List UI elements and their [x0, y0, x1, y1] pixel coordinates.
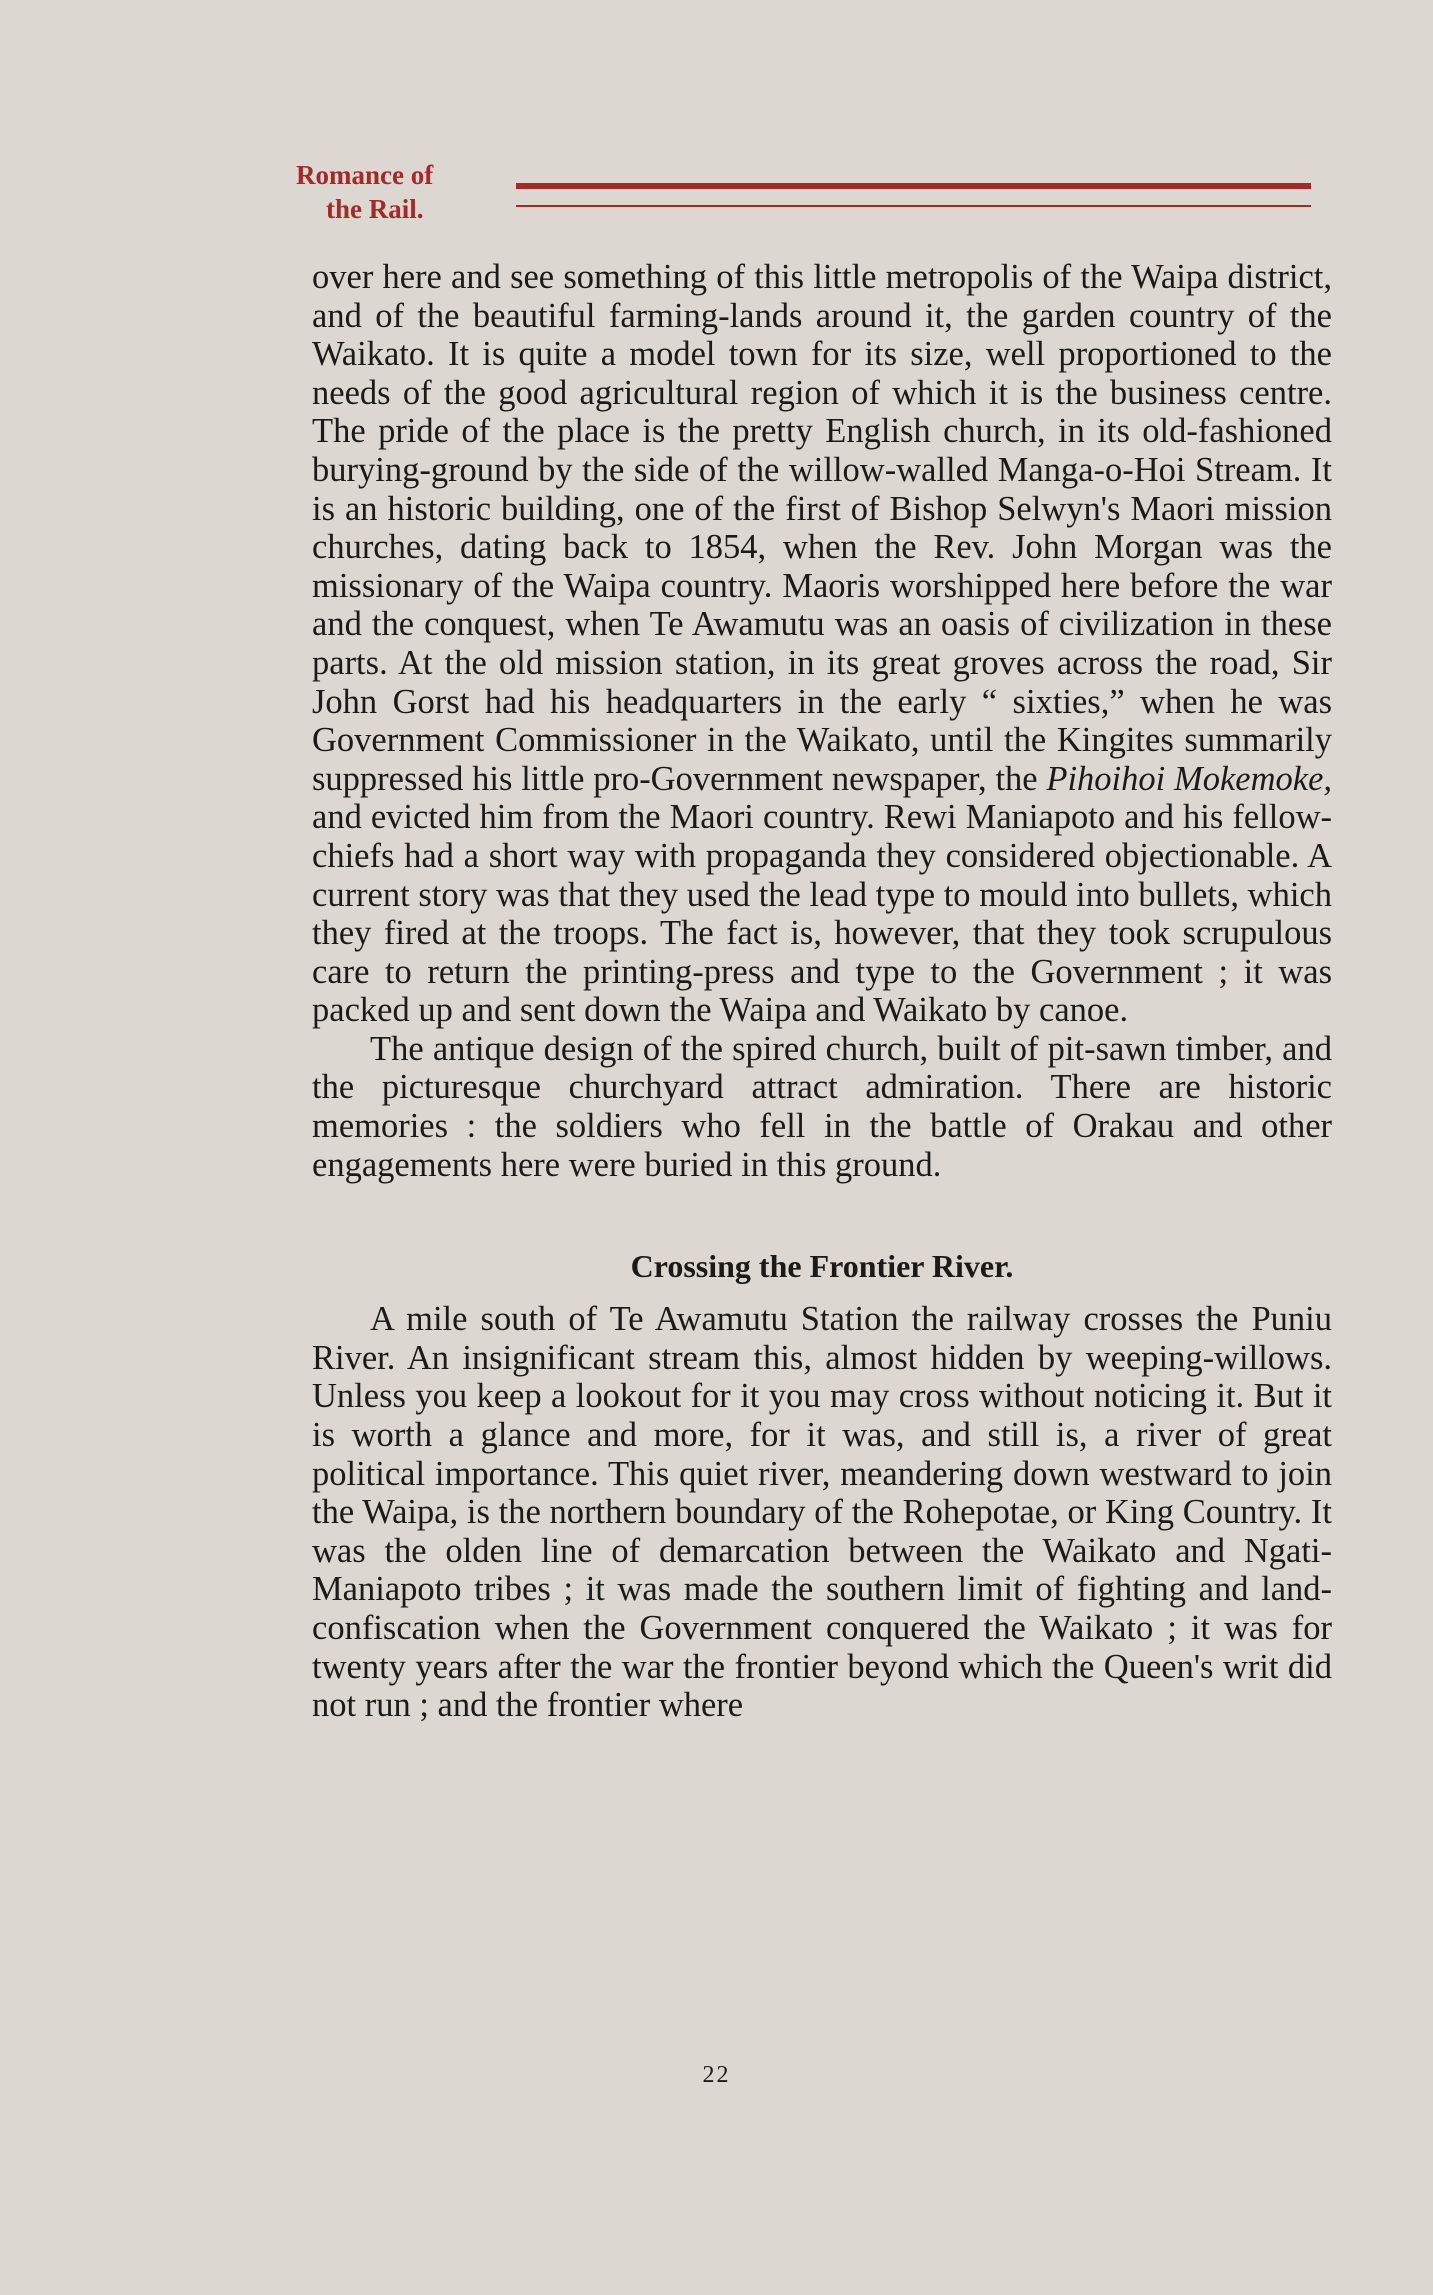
newspaper-title: Pihoihoi Mokemoke,: [1046, 759, 1333, 798]
paragraph-3: A mile south of Te Awamutu Station the railway crosses the Puniu River. An insignificant stream this, almost hidden by weeping-willows. Unless you keep a lookout for it you may cross without noticing it. But it is worth a glance and more, for it was, and still is, a river of great political importance. This quiet river, meandering down westward to join the Waipa, is the northern boundary of the Rohepotae, or King Country. It was the olden line of demarcation between the Waikato and Ngati-Maniapoto tribes ; it was made the southern limit of fighting and land-confiscation when the Government conquered the Waikato ; it was for twenty years after the war the frontier beyond which the Queen's writ did not run ; and the frontier where: [312, 1300, 1332, 1725]
running-head: [296, 158, 1316, 228]
header-rule-thin: [516, 205, 1311, 207]
header-rule-thick: [516, 183, 1311, 189]
paragraph-2: The antique design of the spired church, built of pit-sawn timber, and the picturesque churchyard attract admiration. There are historic memories : the soldiers who fell in the battle of Orakau and other engagements here were buried in this ground.: [312, 1029, 1332, 1184]
section-heading: Crossing the Frontier River.: [630, 1248, 1014, 1285]
page-number: 22: [702, 2062, 731, 2088]
body-text: [312, 258, 1332, 1725]
running-title: [296, 158, 496, 226]
paragraph-1-text-a: over here and see something of this little metropolis of the Waipa district, and of the beautiful farming-lands around it, the garden country of the Waikato. It is quite a model town for its size, well proportioned to the needs of the good agricultural region of which it is the business centre. The pride of the place is the pretty English church, in its old-fashioned burying-ground by the side of the willow-walled Manga-o-Hoi Stream. It is an historic building, one of the first of Bishop Selwyn's Maori mission churches, dating back to 1854, when the Rev. John Morgan was the missionary of the Waipa country. Maoris worshipped here before the war and the conquest, when Te Awamutu was an oasis of civilization in these parts. At the old mission station, in its great groves across the road, Sir John Gorst had his headquarters in the early “ sixties,” when he was Government Commissioner in the Waikato, until the Kingites summarily suppressed his little pro-Government newspaper, the: [312, 258, 1332, 798]
paragraph-1-text-b: and evicted him from the Maori country. Rewi Maniapoto and his fellow-chiefs had a short way with propaganda they considered objectionable. A current story was that they used the lead type to mould into bullets, which they fired at the troops. The fact is, however, that they took scrupulous care to return the printing-press and type to the Government ; it was packed up and sent down the Waipa and Waikato by canoe.: [312, 798, 1332, 1030]
paragraph-1: [312, 258, 1332, 1030]
running-title-line2: the Rail.: [326, 194, 424, 224]
running-title-line1: Romance of: [296, 160, 434, 190]
